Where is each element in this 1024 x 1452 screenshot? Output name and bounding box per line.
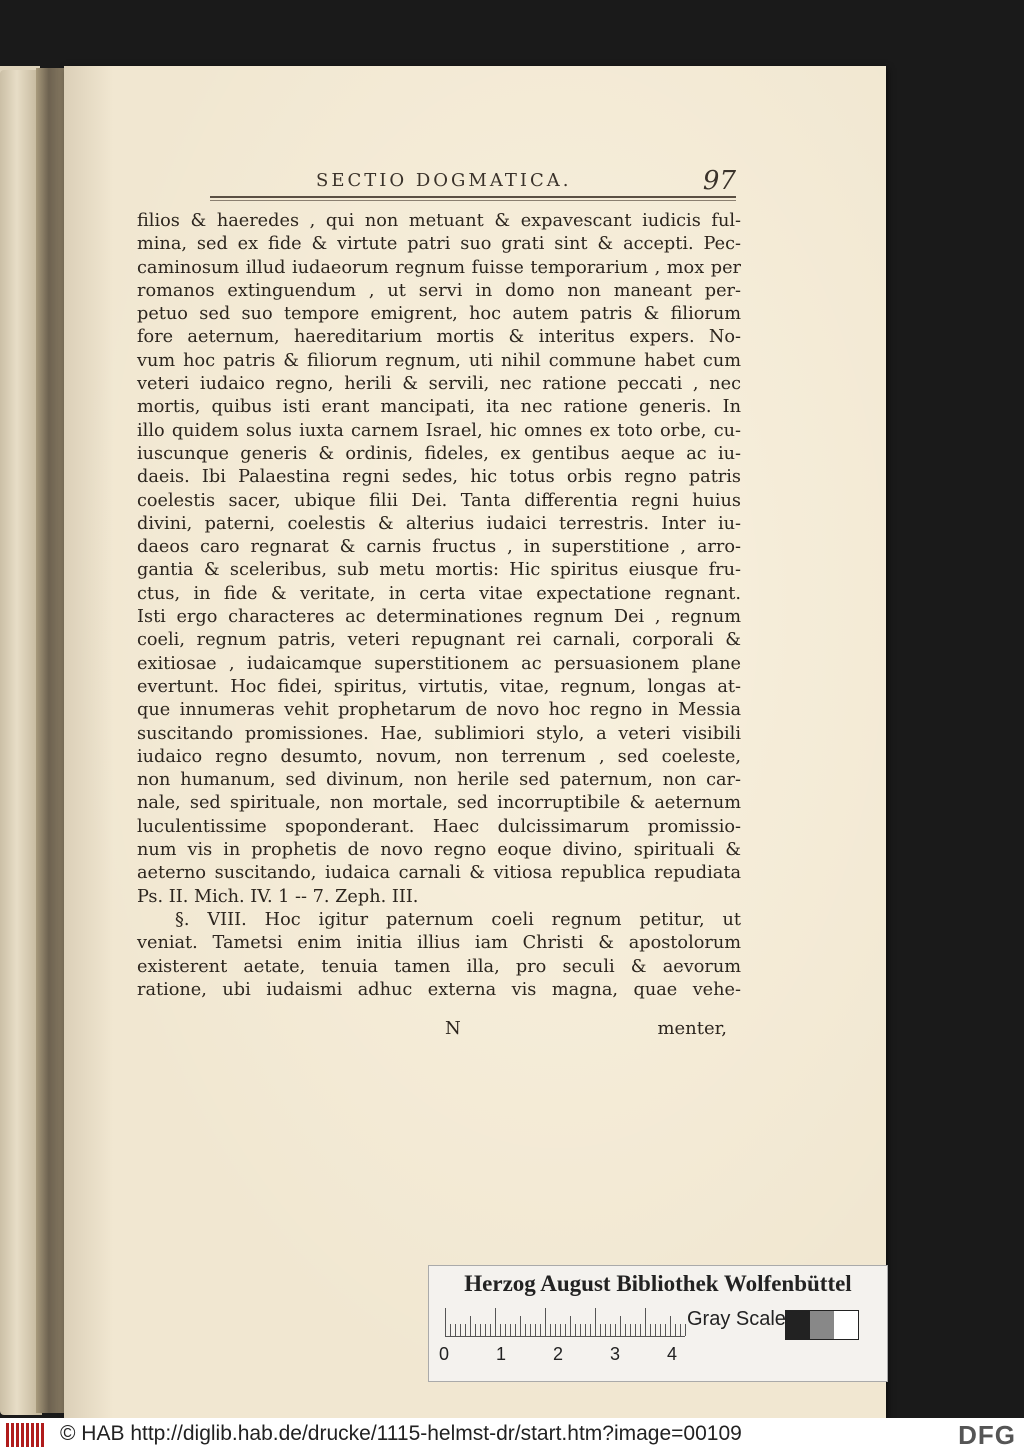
ruler-tick <box>595 1308 596 1336</box>
ruler-tick <box>550 1324 551 1336</box>
gray-swatch <box>834 1311 858 1339</box>
ruler-tick <box>570 1316 571 1336</box>
ruler-tick <box>665 1324 666 1336</box>
ruler-tick <box>610 1324 611 1336</box>
dfg-logo: DFG <box>958 1420 1016 1450</box>
ruler-tick <box>660 1324 661 1336</box>
ruler-tick <box>555 1324 556 1336</box>
ruler-tick <box>520 1316 521 1336</box>
gray-scale-swatches <box>785 1310 859 1340</box>
ruler-tick <box>670 1316 671 1336</box>
page-number: 97 <box>702 166 736 196</box>
ruler-tick <box>655 1324 656 1336</box>
ruler-tick <box>585 1324 586 1336</box>
ruler-tick <box>625 1324 626 1336</box>
ruler-number: 4 <box>667 1344 678 1364</box>
ruler-tick <box>650 1324 651 1336</box>
ruler-tick <box>635 1324 636 1336</box>
ruler-tick <box>640 1324 641 1336</box>
text-line: caminosum illud iudaeorum regnum fuisse temporarium , mox per <box>137 257 741 278</box>
text-line: ratione, ubi iudaismi adhuc externa vis magna, quae vehe- <box>137 979 741 1000</box>
header-rule-thin <box>210 200 736 201</box>
ruler-tick <box>455 1324 456 1336</box>
ruler-number: 2 <box>553 1344 564 1364</box>
ruler-tick <box>525 1324 526 1336</box>
text-line: iuscunque generis & ordinis, fideles, ex gentibus aeque ac iu- <box>137 443 741 464</box>
ruler-tick <box>485 1324 486 1336</box>
ruler-tick <box>560 1324 561 1336</box>
ruler-tick <box>500 1324 501 1336</box>
text-line: nale, sed spirituale, non mortale, sed incorruptibile & aeternum <box>137 793 741 814</box>
text-line: que innumeras vehit prophetarum de novo hoc regno in Messia <box>137 700 741 721</box>
page-footer-row <box>137 1018 727 1042</box>
ruler-tick <box>580 1324 581 1336</box>
ruler-tick <box>480 1324 481 1336</box>
gray-scale-label: Gray Scale <box>687 1308 786 1330</box>
text-line: iudaico regno desumto, novum, non terrenum , sed coeleste, <box>137 746 741 767</box>
ruler-tick <box>600 1324 601 1336</box>
ruler-tick <box>620 1316 621 1336</box>
text-line: coeli, regnum patris, veteri repugnant rei carnali, corporali & <box>137 630 741 651</box>
ruler-tick <box>590 1324 591 1336</box>
ruler-tick <box>675 1324 676 1336</box>
library-label <box>428 1265 888 1382</box>
text-line: coelestis sacer, ubique filii Dei. Tanta differentia regni huius <box>137 490 741 511</box>
gray-swatch <box>810 1311 834 1339</box>
ruler-tick <box>470 1316 471 1336</box>
text-line: mortis, quibus isti erant mancipati, ita nec ratione generis. In <box>137 397 741 418</box>
ruler-tick <box>630 1324 631 1336</box>
text-line: Ps. II. Mich. IV. 1 -- 7. Zeph. III. <box>137 886 419 907</box>
text-line: exitiosae , iudaicamque superstitionem ac persuasionem plane <box>137 653 741 674</box>
text-line: divini, paterni, coelestis & alterius iudaici terrestris. Inter iu- <box>137 513 741 534</box>
ruler-numbers <box>439 1344 699 1368</box>
ruler-tick <box>645 1308 646 1336</box>
text-line: illo quidem solus iuxta carnem Israel, hic omnes ex toto orbe, cu- <box>137 420 741 441</box>
ruler-tick <box>685 1324 686 1336</box>
ruler-number: 1 <box>496 1344 507 1364</box>
text-line: daeis. Ibi Palaestina regni sedes, hic totus orbis regno patris <box>137 467 741 488</box>
ruler-number: 3 <box>610 1344 621 1364</box>
text-line: gantia & sceleribus, sub metu mortis: Hic spiritus eiusque fru- <box>137 560 741 581</box>
copyright-link[interactable]: © HAB http://diglib.hab.de/drucke/1115-helmst-dr/start.htm?image=00109 <box>60 1422 742 1445</box>
text-line: luculentissime spoponderant. Haec dulcissimarum promissio- <box>137 816 741 837</box>
text-line: veniat. Tametsi enim initia illius iam Christi & apostolorum <box>137 933 741 954</box>
text-line: fore aeternum, haereditarium mortis & interitus expers. No- <box>137 327 741 348</box>
footer-bar <box>0 1418 1024 1452</box>
text-line: filios & haeredes , qui non metuant & expavescant iudicis ful- <box>137 211 741 231</box>
ruler-tick <box>450 1324 451 1336</box>
text-line: evertunt. Hoc fidei, spiritus, virtutis, vitae, regnum, longas at- <box>137 676 741 697</box>
text-line: mina, sed ex fide & virtute patri suo grati sint & accepti. Pec- <box>137 234 741 255</box>
ruler-scale <box>445 1306 685 1337</box>
text-line: ctus, in fide & veritate, in certa vitae expectatione regnant. <box>137 583 741 604</box>
text-line: petuo sed suo tempore emigrent, hoc autem patris & filiorum <box>137 304 741 325</box>
running-head: SECTIO DOGMATICA. <box>316 170 572 191</box>
text-line: daeos caro regnarat & carnis fructus , in superstitione , arro- <box>137 537 741 558</box>
ruler-tick <box>545 1308 546 1336</box>
ruler-tick <box>605 1324 606 1336</box>
text-line: veteri iudaico regno, herili & servili, nec ratione peccati , nec <box>137 374 741 395</box>
gray-swatch <box>786 1311 810 1339</box>
text-line: num vis in prophetis de novo regno eoque divino, spirituali & <box>137 840 741 861</box>
text-line: vum hoc patris & filiorum regnum, uti nihil commune habet cum <box>137 350 741 371</box>
ruler-tick <box>680 1324 681 1336</box>
header-rule <box>210 196 736 198</box>
text-line: aeterno suscitando, iudaica carnali & vitiosa republica repudiata <box>137 863 741 884</box>
text-line: suscitando promissiones. Hae, sublimiori stylo, a veteri visibili <box>137 723 741 744</box>
text-line: §. VIII. Hoc igitur paternum coeli regnum petitur, ut <box>175 909 741 930</box>
hab-logo-icon <box>6 1423 46 1447</box>
text-line: romanos extinguendum , ut servi in domo non maneant per- <box>137 280 741 301</box>
ruler-tick <box>465 1324 466 1336</box>
ruler-tick <box>615 1324 616 1336</box>
ruler-tick <box>505 1324 506 1336</box>
ruler-tick <box>515 1324 516 1336</box>
ruler-tick <box>475 1324 476 1336</box>
ruler-tick <box>565 1324 566 1336</box>
text-line: existerent aetate, tenuia tamen illa, pro seculi & aevorum <box>137 956 741 977</box>
text-line: non humanum, sed divinum, non herile sed paternum, non car- <box>137 770 741 791</box>
ruler-tick <box>490 1324 491 1336</box>
ruler-tick <box>445 1308 446 1336</box>
signature-mark: N <box>445 1018 461 1039</box>
ruler-number: 0 <box>439 1344 450 1364</box>
text-line: Isti ergo characteres ac determinationes regnum Dei , regnum <box>137 607 741 628</box>
ruler-tick <box>530 1324 531 1336</box>
ruler-tick <box>495 1308 496 1336</box>
ruler-tick <box>535 1324 536 1336</box>
ruler-tick <box>460 1324 461 1336</box>
ruler-tick <box>540 1324 541 1336</box>
catchword: menter, <box>657 1018 727 1039</box>
ruler-tick <box>575 1324 576 1336</box>
body-text <box>137 210 741 1002</box>
ruler-tick <box>510 1324 511 1336</box>
library-name: Herzog August Bibliothek Wolfenbüttel <box>464 1271 852 1296</box>
